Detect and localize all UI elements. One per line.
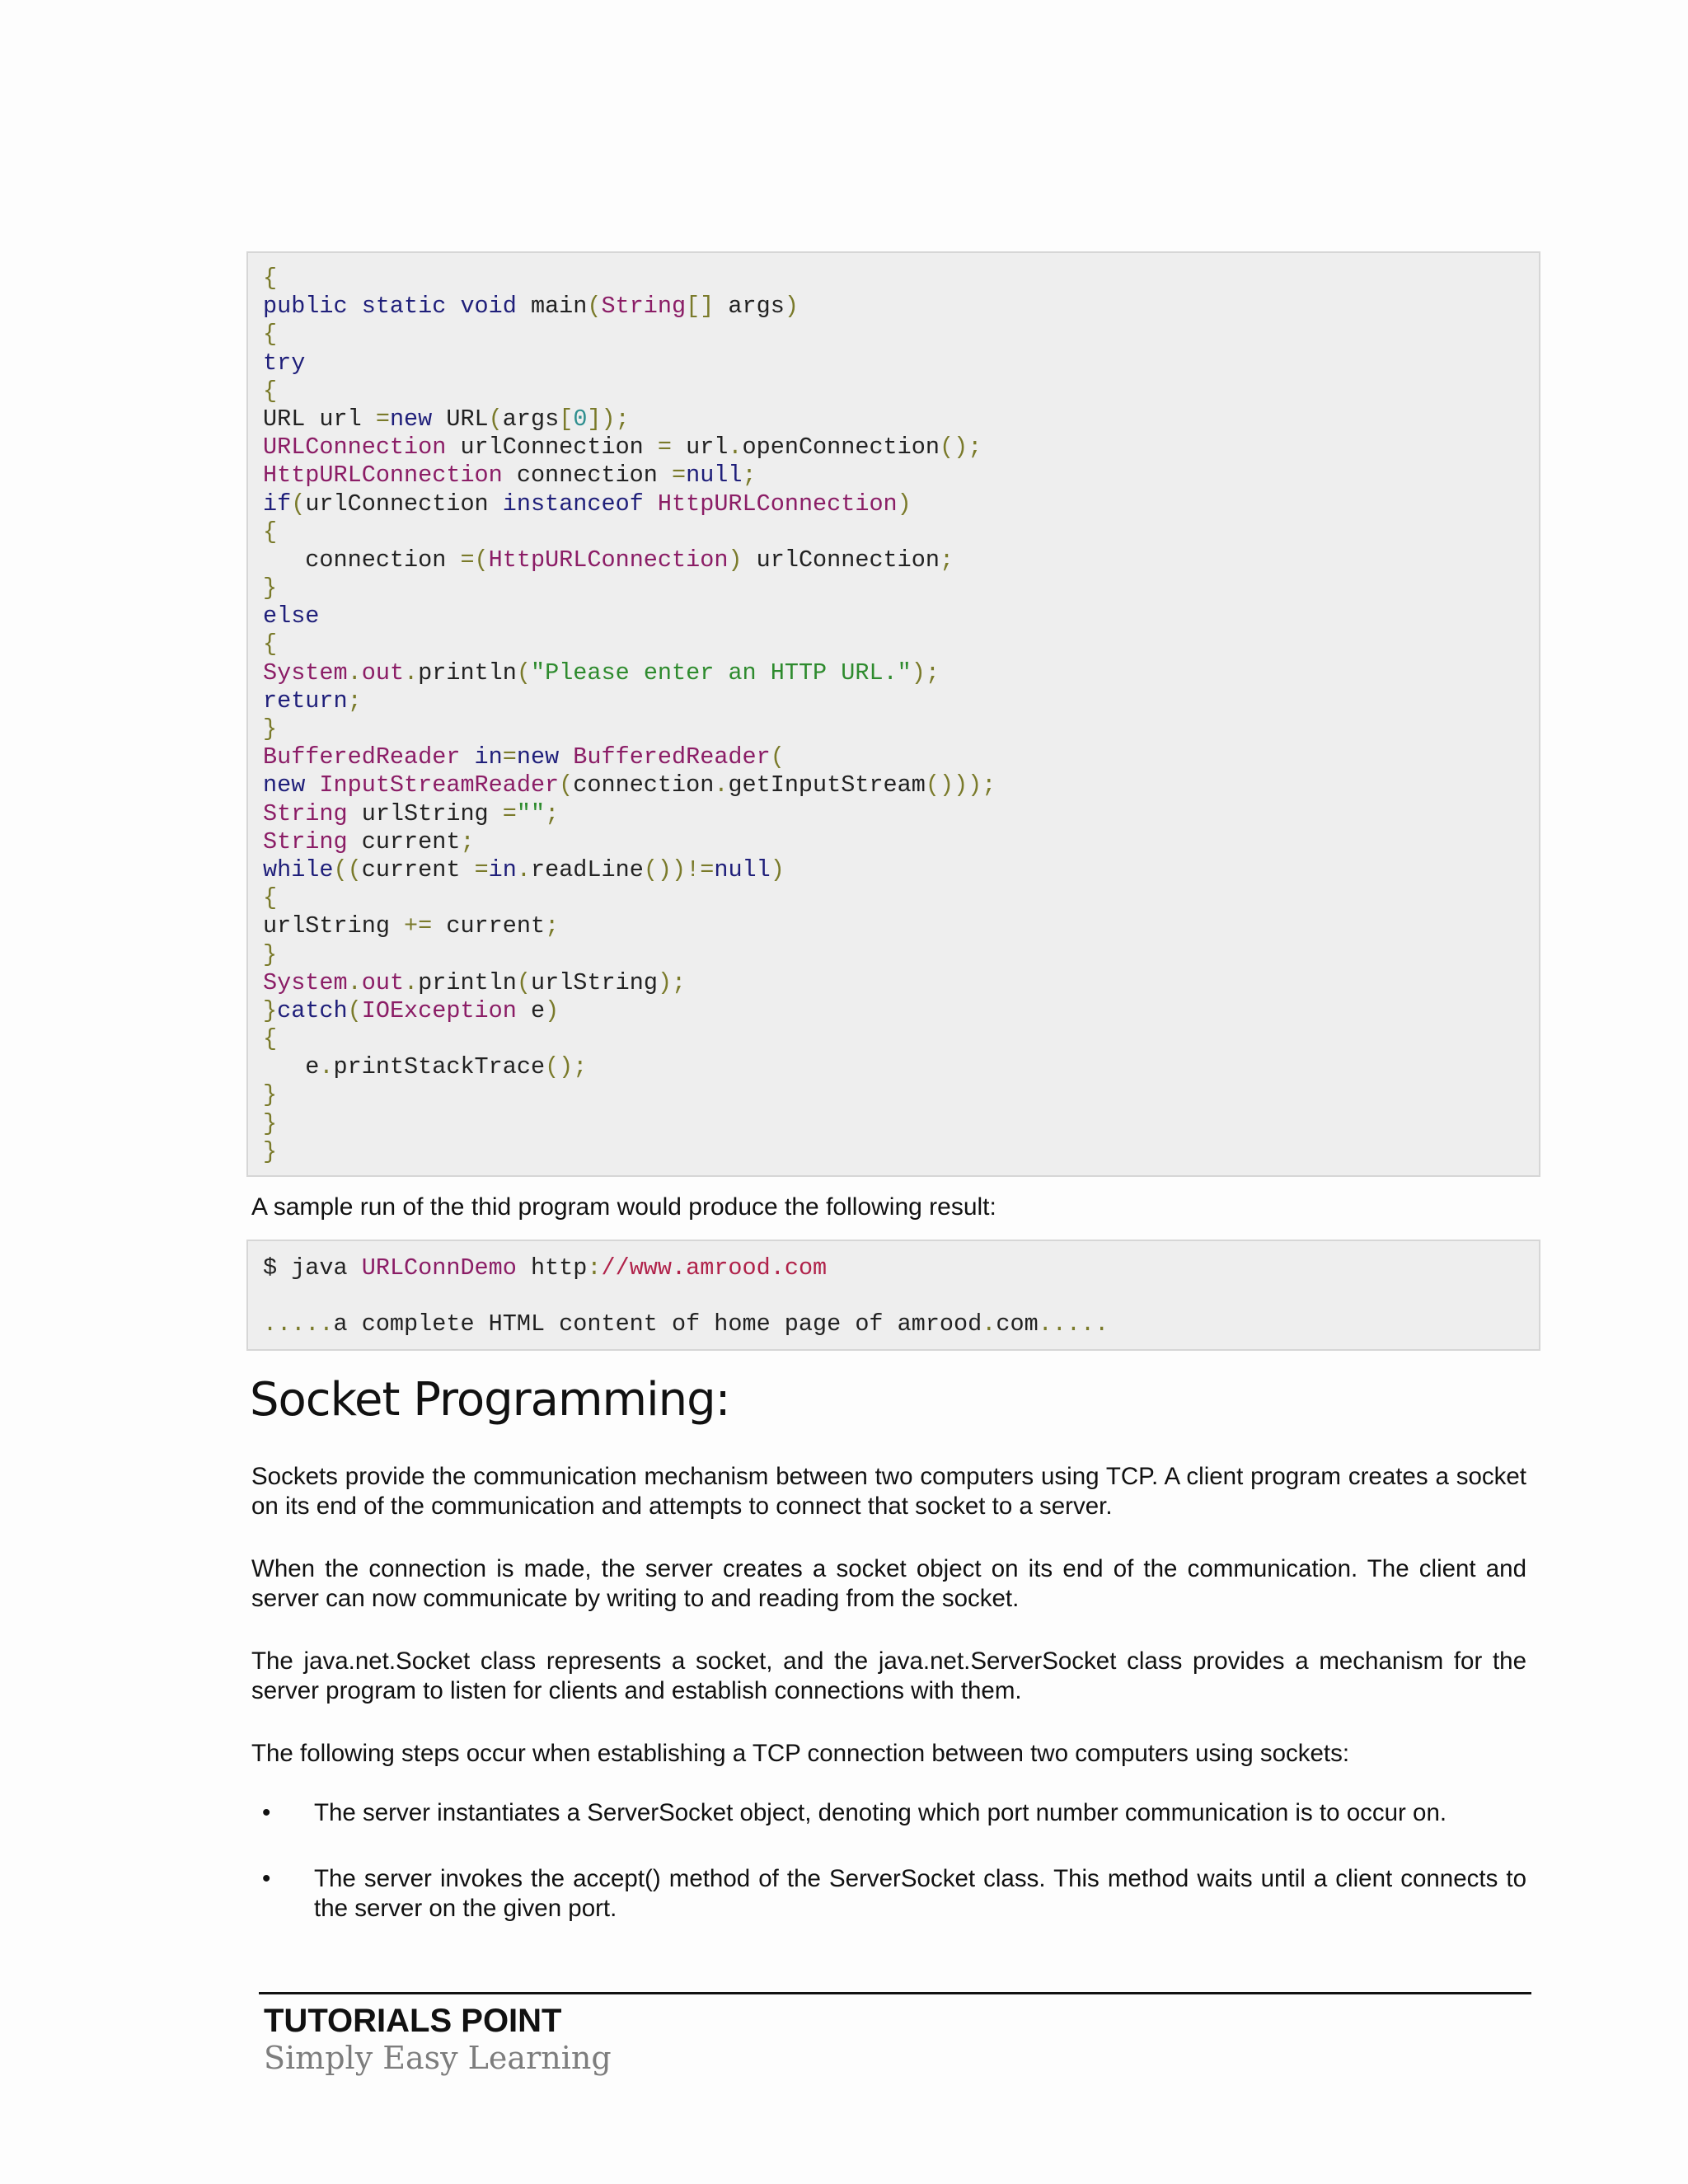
code-token: ) xyxy=(784,293,799,321)
code-line xyxy=(263,771,1524,799)
code-token: ; xyxy=(347,687,362,715)
sample-run-caption: A sample run of the thid program would produce the following result: xyxy=(251,1193,996,1221)
code-token: connection xyxy=(263,546,461,574)
code-token: . xyxy=(347,658,362,687)
code-token: =( xyxy=(460,546,489,574)
code-token: [ xyxy=(559,405,574,433)
code-token: . xyxy=(714,771,729,799)
code-token: connection xyxy=(573,771,715,799)
code-token: urlConnection xyxy=(305,490,503,518)
paragraph-socket-classes: The java.net.Socket class represents a socket, and the java.net.ServerSocket class provides a mechanism for the server program to listen for clients and establish connections with them. xyxy=(251,1647,1526,1704)
code-token: try xyxy=(263,349,306,377)
code-token: : xyxy=(587,1254,602,1282)
code-token: } xyxy=(263,940,278,968)
code-token: in xyxy=(460,743,503,771)
code-token: String xyxy=(263,799,348,827)
code-token: HttpURLConnection xyxy=(643,490,898,518)
code-token: ..... xyxy=(263,1310,334,1338)
code-line xyxy=(263,490,1524,518)
code-line xyxy=(263,1310,1524,1338)
code-token: . xyxy=(516,855,531,883)
code-token: if xyxy=(263,490,292,518)
code-token: catch xyxy=(277,996,348,1024)
code-token: ; xyxy=(742,462,757,490)
code-token: URL url xyxy=(263,405,376,433)
code-line xyxy=(263,546,1524,574)
code-token: "" xyxy=(516,799,546,827)
code-token: ; xyxy=(545,799,560,827)
code-token: $ java xyxy=(263,1254,362,1282)
code-token: System xyxy=(263,658,348,687)
code-token: = xyxy=(657,434,672,462)
code-token: { xyxy=(263,1025,278,1053)
code-line xyxy=(263,884,1524,912)
code-token: e xyxy=(516,996,546,1024)
code-token: = xyxy=(474,855,489,883)
code-token: = xyxy=(502,743,517,771)
code-token: //www.amrood.com xyxy=(601,1254,828,1282)
code-line xyxy=(263,630,1524,658)
code-token: null xyxy=(686,462,743,490)
code-token: . xyxy=(404,658,419,687)
code-line xyxy=(263,1025,1524,1053)
code-token: new xyxy=(516,743,560,771)
code-token: out xyxy=(361,968,405,996)
code-line xyxy=(263,715,1524,743)
code-token: readLine xyxy=(531,855,644,883)
code-token: (( xyxy=(333,855,362,883)
code-token: = xyxy=(375,405,390,433)
code-token: ; xyxy=(939,546,954,574)
code-token: 0 xyxy=(573,405,588,433)
code-token: ..... xyxy=(1038,1310,1109,1338)
code-token: current xyxy=(432,912,546,940)
code-block-main xyxy=(246,251,1540,1177)
code-token: return xyxy=(263,687,348,715)
code-token: { xyxy=(263,321,278,349)
paragraph-steps-intro: The following steps occur when establishing a TCP connection between two computers using sockets: xyxy=(251,1740,1350,1767)
code-line xyxy=(263,997,1524,1025)
code-line xyxy=(263,1081,1524,1109)
code-token: ) xyxy=(545,996,560,1024)
code-token: ( xyxy=(770,743,785,771)
code-token: } xyxy=(263,996,278,1024)
code-token: openConnection xyxy=(742,434,940,462)
code-line xyxy=(263,1138,1524,1166)
code-token: = xyxy=(502,799,517,827)
code-token: { xyxy=(263,884,278,912)
code-token: String xyxy=(263,827,348,855)
list-item xyxy=(251,1864,1526,1924)
code-block-sample-output xyxy=(246,1240,1540,1351)
code-token: args xyxy=(714,293,785,321)
list-item-text: The server instantiates a ServerSocket object, denoting which port number communication is to occur on. xyxy=(314,1799,1447,1826)
code-token: } xyxy=(263,574,278,602)
code-token: ) xyxy=(728,546,743,574)
code-token: . xyxy=(728,434,743,462)
code-line xyxy=(263,602,1524,630)
code-token: += xyxy=(404,912,433,940)
code-line xyxy=(263,1254,1524,1282)
code-token: BufferedReader xyxy=(559,743,771,771)
code-line xyxy=(263,941,1524,969)
code-line xyxy=(263,856,1524,884)
code-token: com xyxy=(996,1310,1039,1338)
code-token: = xyxy=(671,462,687,490)
code-token: ); xyxy=(911,658,940,687)
code-line xyxy=(263,405,1524,434)
code-line xyxy=(263,800,1524,828)
code-token: new xyxy=(389,405,433,433)
code-token: ; xyxy=(460,827,475,855)
code-token: . xyxy=(319,1053,334,1081)
code-line xyxy=(263,1282,1524,1310)
code-token: InputStreamReader xyxy=(305,771,560,799)
code-token: println xyxy=(418,968,517,996)
code-token: ( xyxy=(516,968,531,996)
code-line xyxy=(263,293,1524,321)
code-token: "Please enter an HTTP URL." xyxy=(531,658,912,687)
code-token: printStackTrace xyxy=(333,1053,546,1081)
code-token: HttpURLConnection xyxy=(263,462,503,490)
code-token: instanceof xyxy=(502,490,644,518)
code-line xyxy=(263,743,1524,771)
code-token: . xyxy=(404,968,419,996)
code-token: current xyxy=(347,827,461,855)
code-token: e xyxy=(263,1053,320,1081)
code-line xyxy=(263,518,1524,546)
code-token: { xyxy=(263,265,278,292)
code-token: ); xyxy=(657,968,687,996)
code-token: ( xyxy=(516,658,531,687)
code-token: urlConnection xyxy=(446,434,658,462)
code-token: args xyxy=(502,405,560,433)
code-token: ( xyxy=(488,405,503,433)
code-token: null xyxy=(714,855,771,883)
code-token: ; xyxy=(545,912,560,940)
code-token: IOException xyxy=(361,996,517,1024)
list-item xyxy=(251,1798,1526,1828)
code-token: (); xyxy=(545,1053,588,1081)
code-line xyxy=(263,574,1524,602)
code-token: URL xyxy=(432,405,489,433)
code-line xyxy=(263,265,1524,293)
bullet-icon: • xyxy=(262,1799,271,1826)
code-token: . xyxy=(982,1310,996,1338)
code-line xyxy=(263,1110,1524,1138)
code-token: urlConnection xyxy=(742,546,940,574)
code-line xyxy=(263,349,1524,377)
code-line xyxy=(263,462,1524,490)
code-token: BufferedReader xyxy=(263,743,461,771)
code-token: . xyxy=(347,968,362,996)
code-line xyxy=(263,659,1524,687)
footer-brand-logo: TUTORIALS POINT xyxy=(264,2003,562,2039)
code-token: else xyxy=(263,602,320,630)
paragraph-sockets-intro: Sockets provide the communication mechanism between two computers using TCP. A client program creates a socket on its end of the communication and attempts to connect that socket to a server. xyxy=(251,1463,1526,1520)
code-token: new xyxy=(263,771,306,799)
code-line xyxy=(263,969,1524,997)
code-line xyxy=(263,321,1524,349)
code-token: ( xyxy=(291,490,306,518)
code-token: getInputStream xyxy=(728,771,926,799)
code-token: urlString xyxy=(347,799,503,827)
code-token: ())!= xyxy=(643,855,715,883)
code-token: String xyxy=(601,293,687,321)
code-token: [] xyxy=(686,293,715,321)
code-token: in xyxy=(488,855,517,883)
code-token: http xyxy=(516,1254,588,1282)
code-token: { xyxy=(263,518,278,546)
code-token: } xyxy=(263,715,278,743)
bullet-icon: • xyxy=(262,1865,271,1892)
code-token: URLConnDemo xyxy=(361,1254,517,1282)
code-line xyxy=(263,1053,1524,1081)
code-token: ())); xyxy=(925,771,996,799)
code-token: ( xyxy=(587,293,602,321)
list-item-text: The server invokes the accept() method of the ServerSocket class. This method waits until a client connects to the server on the given port. xyxy=(314,1865,1526,1922)
footer-divider xyxy=(259,1992,1531,1994)
code-token: { xyxy=(263,630,278,658)
code-token: HttpURLConnection xyxy=(488,546,729,574)
code-line xyxy=(263,828,1524,856)
code-token: out xyxy=(361,658,405,687)
code-token: public static void xyxy=(263,293,517,321)
footer-tagline: Simply Easy Learning xyxy=(264,2040,612,2076)
code-token: url xyxy=(672,434,729,462)
paragraph-connection-made: When the connection is made, the server creates a socket object on its end of the communication. The client and server can now communicate by writing to and reading from the socket. xyxy=(251,1555,1526,1612)
code-token: System xyxy=(263,968,348,996)
code-token: println xyxy=(418,658,517,687)
section-heading: Socket Programming: xyxy=(250,1373,730,1427)
code-line xyxy=(263,912,1524,940)
code-token: ( xyxy=(559,771,574,799)
code-token: } xyxy=(263,1081,278,1109)
code-token: } xyxy=(263,1137,278,1165)
code-token: urlString xyxy=(263,912,405,940)
code-line xyxy=(263,687,1524,715)
code-token: main xyxy=(516,293,588,321)
code-token: a complete HTML content of home page of amrood xyxy=(333,1310,982,1338)
code-token: urlString xyxy=(531,968,658,996)
code-token: { xyxy=(263,377,278,405)
code-token: ( xyxy=(347,996,362,1024)
code-line xyxy=(263,377,1524,405)
code-line xyxy=(263,434,1524,462)
code-token: while xyxy=(263,855,334,883)
code-token: current xyxy=(361,855,475,883)
code-token: (); xyxy=(939,434,982,462)
code-token: URLConnection xyxy=(263,434,447,462)
code-token: ) xyxy=(770,855,785,883)
code-token: ) xyxy=(897,490,912,518)
code-token: ]); xyxy=(587,405,630,433)
code-token: connection xyxy=(502,462,672,490)
code-token: } xyxy=(263,1109,278,1137)
